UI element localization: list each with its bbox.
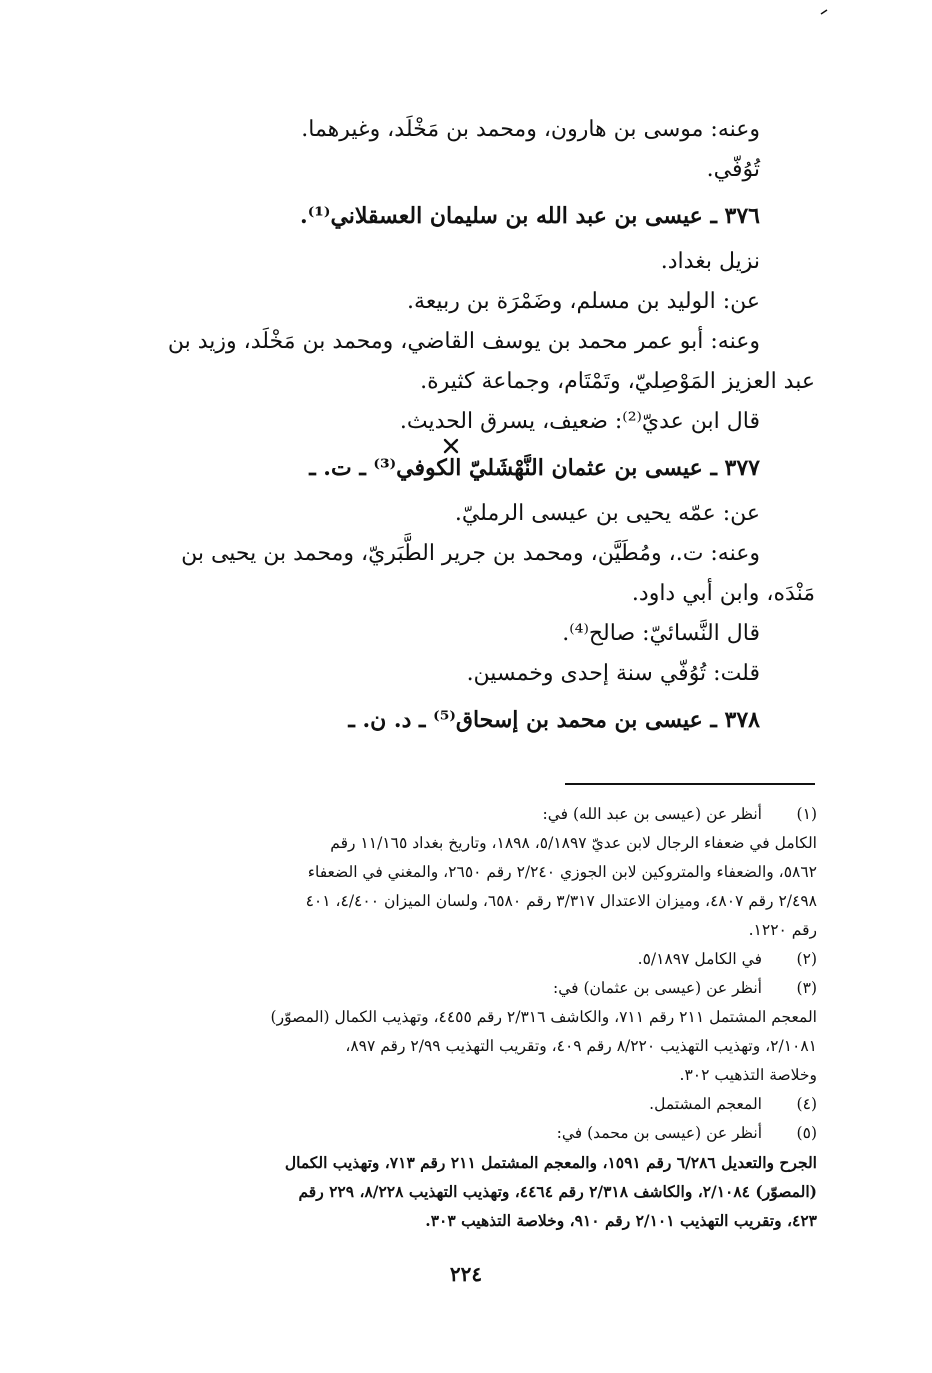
page-number: ٢٢٤: [449, 1262, 483, 1286]
footnote-line: (المصوّر) ٢/١٠٨٤، والكاشف ٢/٣١٨ رقم ٤٤٦٤، وتهذيب التهذيب ٨/٢٢٨، ٢٢٩ رقم: [298, 1182, 817, 1201]
footnote-1: [95, 800, 817, 945]
footnote-line: المعجم المشتمل.: [649, 1095, 762, 1113]
footnote-number: (٥): [796, 1124, 817, 1142]
footnote-line: أنظر عن (عيسى بن عبد الله) في:: [542, 805, 762, 823]
footnote-line: الكامل في ضعفاء الرجال لابن عديّ ٥/١٨٩٧، ١٨٩٨، وتاريخ بغداد ١١/١٦٥ رقم: [330, 834, 817, 852]
entry-heading-378: ٣٧٨ ـ عيسى بن محمد بن إسحاق⁽⁵⁾ ـ د. ن. ـ: [348, 707, 760, 733]
footnote-line: ٢/١٠٨١، وتهذيب التهذيب ٨/٢٢٠ رقم ٤٠٩، وتقريب التهذيب ٢/٩٩ رقم ٨٩٧،: [345, 1037, 817, 1055]
footnote-line: رقم ١٢٢٠.: [748, 921, 817, 939]
footnote-number: (٢): [796, 950, 817, 968]
footnote-line: أنظر عن (عيسى بن عثمان) في:: [553, 979, 762, 997]
corner-mark: [820, 0, 828, 6]
main-text: [95, 110, 815, 746]
text-line: قلت: تُوُفّي سنة إحدى وخمسين.: [466, 661, 760, 686]
footnote-body: [95, 1119, 817, 1235]
text-line: قال ابن عديّ⁽²⁾: ضعيف، يسرق الحديث.: [399, 409, 760, 434]
text-line: قال النَّسائيّ: صالح⁽⁴⁾.: [562, 621, 760, 646]
text-line: وعنه: موسى بن هارون، ومحمد بن مَخْلَد، وغيرهما.: [301, 117, 760, 142]
footnote-number: (١): [796, 805, 817, 823]
footnote-line: أنظر عن (عيسى بن محمد) في:: [556, 1124, 762, 1142]
footnote-line: المعجم المشتمل ٢١١ رقم ٧١١، والكاشف ٢/٣١٦ رقم ٤٤٥٥، وتهذيب الكمال (المصوّر): [270, 1008, 817, 1026]
text-line: عن: عمّه يحيى بن عيسى الرمليّ.: [454, 501, 760, 526]
footnote-line: ٤٢٣، وتقريب التهذيب ٢/١٠١ رقم ٩١٠، وخلاصة التذهيب ٣٠٣.: [425, 1211, 817, 1230]
footnote-line: الجرح والتعديل ٦/٢٨٦ رقم ١٥٩١، والمعجم المشتمل ٢١١ رقم ٧١٣، وتهذيب الكمال: [284, 1153, 817, 1172]
text-line: عن: الوليد بن مسلم، وضَمْرَة بن ربيعة.: [407, 289, 760, 314]
handwritten-x-mark: [443, 438, 459, 454]
footnote-line: ٢/٤٩٨ رقم ٤٨٠٧، وميزان الاعتدال ٣/٣١٧ رقم ٦٥٨٠، ولسان الميزان ٤/٤٠٠، ٤٠١: [305, 892, 817, 910]
footnote-number: (٣): [796, 979, 817, 997]
footnote-body: [95, 945, 762, 974]
text-line: تُوُفّي.: [706, 157, 760, 182]
footnote-line: ٥٨٦٢، والضعفاء والمتروكين لابن الجوزي ٢/٢٤٠ رقم ٢٦٥٠، والمغني في الضعفاء: [307, 863, 817, 881]
text-line: وعنه: أبو عمر محمد بن يوسف القاضي، ومحمد بن مَخْلَد، وزيد بن: [167, 329, 760, 354]
footnote-body: [95, 800, 817, 945]
text-line: مَنْدَه، وابن أبي داود.: [631, 581, 815, 606]
footnote-5: [95, 1119, 817, 1235]
footnote-body: [95, 1090, 762, 1119]
entry-heading-377: ٣٧٧ ـ عيسى بن عثمان النَّهْشَليّ الكوفي⁽³⁾ ـ ت. ـ: [309, 455, 760, 481]
text-line: عبد العزيز المَوْصِليّ، وتَمْتَام، وجماعة كثيرة.: [420, 369, 815, 394]
footnote-number: (٤): [796, 1095, 817, 1113]
footnote-line: في الكامل ٥/١٨٩٧.: [637, 950, 762, 968]
footnote-2: [95, 945, 817, 974]
entry-heading-376: ٣٧٦ ـ عيسى بن عبد الله بن سليمان العسقلاني⁽¹⁾.: [300, 203, 760, 229]
text-line: نزيل بغداد.: [660, 249, 760, 274]
footnotes: [95, 800, 817, 1235]
text-line: وعنه: ت.، ومُطَيَّن، ومحمد بن جرير الطَّبَريّ، ومحمد بن يحيى بن: [181, 541, 760, 566]
footnote-separator: [565, 783, 815, 785]
footnote-body: [95, 974, 817, 1090]
footnote-line: وخلاصة التذهيب ٣٠٢.: [679, 1066, 817, 1084]
footnote-4: [95, 1090, 817, 1119]
footnote-3: [95, 974, 817, 1090]
